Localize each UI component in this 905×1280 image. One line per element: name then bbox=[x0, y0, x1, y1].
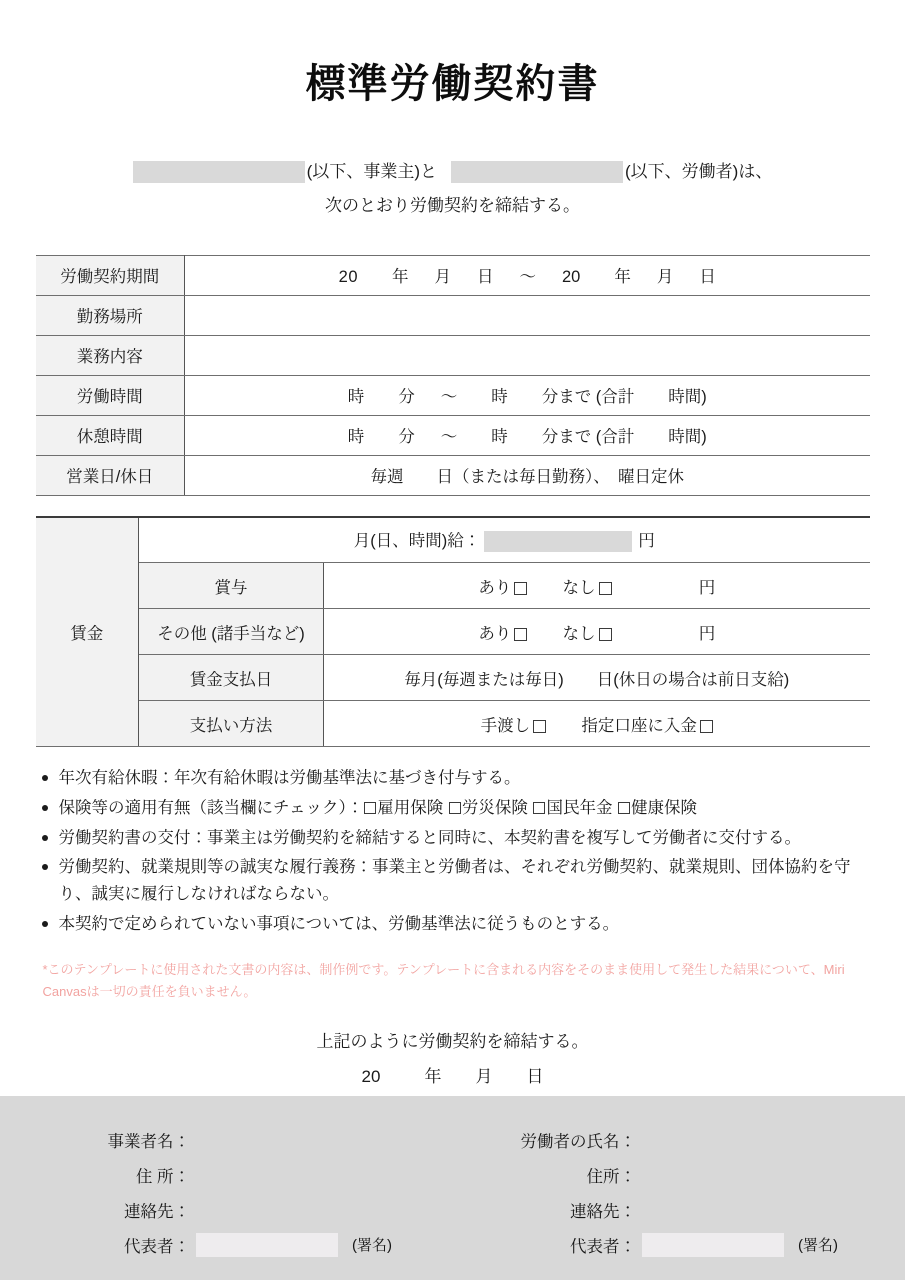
wage-base-salary-label: 月(日、時間)給： bbox=[353, 532, 481, 551]
allowance-yes-label: あり bbox=[478, 624, 512, 643]
bonus-yes-label: あり bbox=[478, 578, 512, 597]
closing-date-line[interactable]: 20 年 月 日 bbox=[361, 1067, 544, 1087]
row-value-contract-period[interactable]: 20 年 月 日 〜 20 年 月 日 bbox=[185, 255, 870, 295]
row-value-bonus[interactable] bbox=[324, 563, 870, 609]
table-row bbox=[36, 415, 870, 455]
national-pension-label: 国民年金 bbox=[546, 798, 613, 817]
bonus-yes-checkbox[interactable] bbox=[514, 582, 527, 595]
table-row bbox=[36, 701, 870, 747]
worker-name-placeholder[interactable] bbox=[451, 161, 623, 183]
list-item: 年次有給休暇：年次有給休暇は労働基準法に基づき付与する。 bbox=[35, 765, 871, 792]
row-label-payment-date: 賃金支払日 bbox=[139, 655, 324, 701]
employment-insurance-label: 雇用保険 bbox=[377, 798, 444, 817]
table-row bbox=[36, 655, 870, 701]
row-label-working-hours: 労働時間 bbox=[36, 375, 185, 415]
row-label-business-days: 営業日/休日 bbox=[36, 455, 185, 495]
row-value-workplace[interactable] bbox=[185, 295, 870, 335]
signature-band bbox=[0, 1096, 905, 1280]
row-label-job-duties: 業務内容 bbox=[36, 335, 185, 375]
closing-statement: 上記のように労働契約を締結する。 bbox=[316, 1032, 589, 1052]
signature-row bbox=[28, 1192, 452, 1227]
row-value-payment-method[interactable] bbox=[324, 701, 870, 747]
row-value-break-time[interactable]: 時 分 〜 時 分まで (合計 時間) bbox=[185, 415, 870, 455]
closing-section bbox=[0, 1028, 905, 1090]
signature-row bbox=[480, 1157, 904, 1192]
allowance-no-label: なし bbox=[562, 624, 596, 643]
row-value-working-hours[interactable]: 時 分 〜 時 分まで (合計 時間) bbox=[185, 375, 870, 415]
table-row bbox=[36, 375, 870, 415]
bonus-no-label: なし bbox=[562, 578, 596, 597]
employer-signature-block bbox=[0, 1122, 452, 1262]
table-row bbox=[36, 517, 870, 563]
worker-contact-label: 連絡先： bbox=[570, 1202, 636, 1221]
worker-signature-block bbox=[452, 1122, 904, 1262]
row-value-other-allowance[interactable] bbox=[324, 609, 870, 655]
table-row bbox=[36, 609, 870, 655]
list-item bbox=[35, 795, 871, 822]
worker-name-label: 労働者の氏名： bbox=[520, 1132, 636, 1151]
employer-signature-note: (署名) bbox=[352, 1237, 392, 1254]
clause-list bbox=[35, 765, 871, 937]
health-insurance-label: 健康保険 bbox=[631, 798, 698, 817]
page-title: 標準労働契約書 bbox=[305, 62, 600, 106]
wage-group-label: 賃金 bbox=[36, 517, 139, 747]
list-item: 労働契約書の交付：事業主は労働契約を締結すると同時に、本契約書を複写して労働者に交付する。 bbox=[35, 825, 871, 852]
signature-row bbox=[480, 1227, 904, 1262]
table-row bbox=[36, 455, 870, 495]
template-disclaimer: *このテンプレートに使用された文書の内容は、制作例です。テンプレートに含まれる内容をそのまま使用して発生した結果について、Miri Canvasは一切の責任を負いません。 bbox=[42, 962, 845, 999]
list-item: 本契約で定められていない事項については、労働基準法に従うものとする。 bbox=[35, 911, 871, 938]
payment-cash-checkbox[interactable] bbox=[533, 720, 546, 733]
health-insurance-checkbox[interactable] bbox=[618, 802, 630, 814]
row-label-other-allowance: その他 (諸手当など) bbox=[139, 609, 324, 655]
table-row bbox=[36, 563, 870, 609]
wage-base-salary-placeholder[interactable] bbox=[484, 531, 632, 552]
allowance-no-checkbox[interactable] bbox=[599, 628, 612, 641]
row-label-break-time: 休憩時間 bbox=[36, 415, 185, 455]
table-row bbox=[36, 255, 870, 295]
employment-insurance-checkbox[interactable] bbox=[364, 802, 376, 814]
signature-row bbox=[480, 1122, 904, 1157]
worker-signature-field[interactable] bbox=[642, 1233, 784, 1257]
employer-contact-label: 連絡先： bbox=[124, 1202, 190, 1221]
signature-row bbox=[28, 1227, 452, 1262]
worker-representative-label: 代表者： bbox=[570, 1237, 636, 1256]
allowance-yes-checkbox[interactable] bbox=[514, 628, 527, 641]
intro-after-worker: (以下、労働者)は、 bbox=[625, 162, 773, 181]
employer-name-placeholder[interactable] bbox=[133, 161, 305, 183]
table-row bbox=[36, 335, 870, 375]
row-label-contract-period: 労働契約期間 bbox=[36, 255, 185, 295]
bonus-no-checkbox[interactable] bbox=[599, 582, 612, 595]
signature-row bbox=[28, 1157, 452, 1192]
contract-conditions-table bbox=[36, 255, 870, 496]
table-row bbox=[36, 295, 870, 335]
allowance-unit: 円 bbox=[698, 624, 716, 643]
wage-base-salary-unit: 円 bbox=[638, 532, 655, 551]
payment-cash-label: 手渡し bbox=[480, 716, 531, 735]
signature-row bbox=[28, 1122, 452, 1157]
wage-table bbox=[36, 516, 870, 748]
row-value-payment-date[interactable]: 毎月(毎週または毎日) 日(休日の場合は前日支給) bbox=[324, 655, 870, 701]
workers-comp-insurance-checkbox[interactable] bbox=[449, 802, 461, 814]
row-label-bonus: 賞与 bbox=[139, 563, 324, 609]
list-item: 労働契約、就業規則等の誠実な履行義務：事業主と労働者は、それぞれ労働契約、就業規則、団体協約を守り、誠実に履行しなければならない。 bbox=[35, 854, 871, 907]
national-pension-checkbox[interactable] bbox=[533, 802, 545, 814]
row-value-job-duties[interactable] bbox=[185, 335, 870, 375]
intro-paragraph bbox=[0, 156, 905, 223]
intro-second-line: 次のとおり労働契約を締結する。 bbox=[325, 196, 580, 216]
row-value-business-days[interactable]: 毎週 日（または毎日勤務）、 曜日定休 bbox=[185, 455, 870, 495]
signature-row bbox=[480, 1192, 904, 1227]
payment-bank-label: 指定口座に入金 bbox=[581, 716, 697, 735]
employer-name-label: 事業者名： bbox=[107, 1132, 190, 1151]
insurance-clause-prefix: 保険等の適用有無（該当欄にチェック）： bbox=[58, 798, 364, 817]
employer-representative-label: 代表者： bbox=[124, 1237, 190, 1256]
payment-bank-checkbox[interactable] bbox=[700, 720, 713, 733]
worker-address-label: 住所： bbox=[586, 1167, 636, 1186]
bonus-unit: 円 bbox=[698, 578, 716, 597]
worker-signature-note: (署名) bbox=[798, 1237, 838, 1254]
row-label-payment-method: 支払い方法 bbox=[139, 701, 324, 747]
wage-base-salary-row[interactable] bbox=[139, 517, 870, 563]
workers-comp-insurance-label: 労災保険 bbox=[461, 798, 528, 817]
employer-signature-field[interactable] bbox=[196, 1233, 338, 1257]
employer-address-label: 住 所： bbox=[135, 1167, 190, 1186]
row-label-workplace: 勤務場所 bbox=[36, 295, 185, 335]
intro-after-employer: (以下、事業主)と bbox=[306, 162, 437, 181]
